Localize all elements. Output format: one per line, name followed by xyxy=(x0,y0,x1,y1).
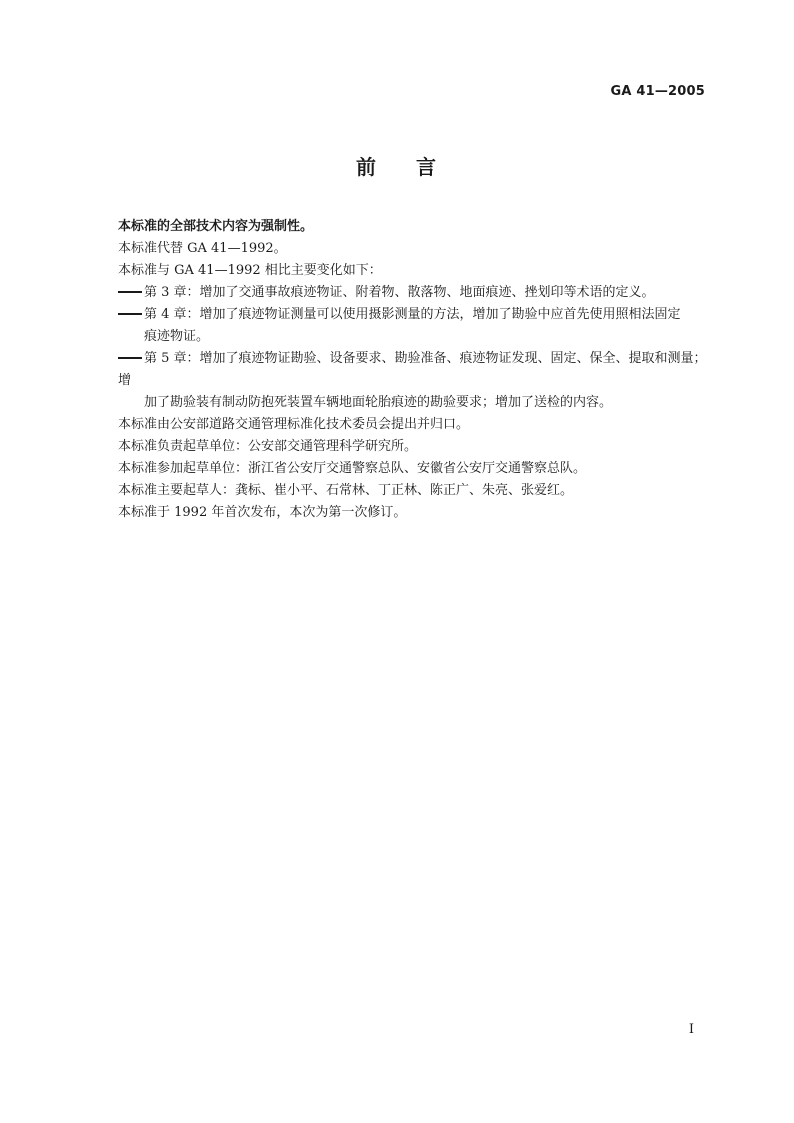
change-item-text: 第 3 章：增加了交通事故痕迹物证、附着物、散落物、地面痕迹、挫划印等术语的定义。 xyxy=(144,285,655,300)
paragraph-history: 本标准于 1992 年首次发布，本次为第一次修订。 xyxy=(118,505,407,520)
page-number: I xyxy=(688,1022,694,1037)
dash-mark xyxy=(118,313,142,315)
document-code: GA 41—2005 xyxy=(610,84,705,99)
change-item-continuation: 加了勘验装有制动防抱死装置车辆地面轮胎痕迹的勘验要求；增加了送检的内容。 xyxy=(144,395,613,410)
change-item-continuation: 痕迹物证。 xyxy=(144,329,210,344)
change-item-chapter-5 xyxy=(118,348,708,414)
title-char-1: 前 xyxy=(356,155,378,179)
change-item-text: 第 4 章：增加了痕迹物证测量可以使用摄影测量的方法，增加了勘验中应首先使用照相法固定 xyxy=(144,307,681,322)
change-item-chapter-4 xyxy=(118,304,708,348)
foreword-body xyxy=(118,216,708,524)
paragraph-main-drafters: 本标准主要起草人：龚标、崔小平、石常林、丁正林、陈正广、朱亮、张爱红。 xyxy=(118,483,574,498)
paragraph-changes-intro: 本标准与 GA 41—1992 相比主要变化如下： xyxy=(118,263,382,278)
dash-mark xyxy=(118,357,142,359)
dash-mark xyxy=(118,291,142,293)
paragraph-proposer: 本标准由公安部道路交通管理标准化技术委员会提出并归口。 xyxy=(118,417,470,432)
paragraph-participating-drafters: 本标准参加起草单位：浙江省公安厅交通警察总队、安徽省公安厅交通警察总队。 xyxy=(118,461,587,476)
paragraph-mandatory: 本标准的全部技术内容为强制性。 xyxy=(118,219,314,234)
change-item-text: 第 5 章：增加了痕迹物证勘验、设备要求、勘验准备、痕迹物证发现、固定、保全、提取和测量；增 xyxy=(118,351,707,388)
paragraph-replaces: 本标准代替 GA 41—1992。 xyxy=(118,241,287,256)
change-item-chapter-3 xyxy=(118,282,708,304)
page-title xyxy=(0,151,794,180)
title-char-2: 言 xyxy=(416,155,438,179)
paragraph-lead-drafter: 本标准负责起草单位：公安部交通管理科学研究所。 xyxy=(118,439,418,454)
